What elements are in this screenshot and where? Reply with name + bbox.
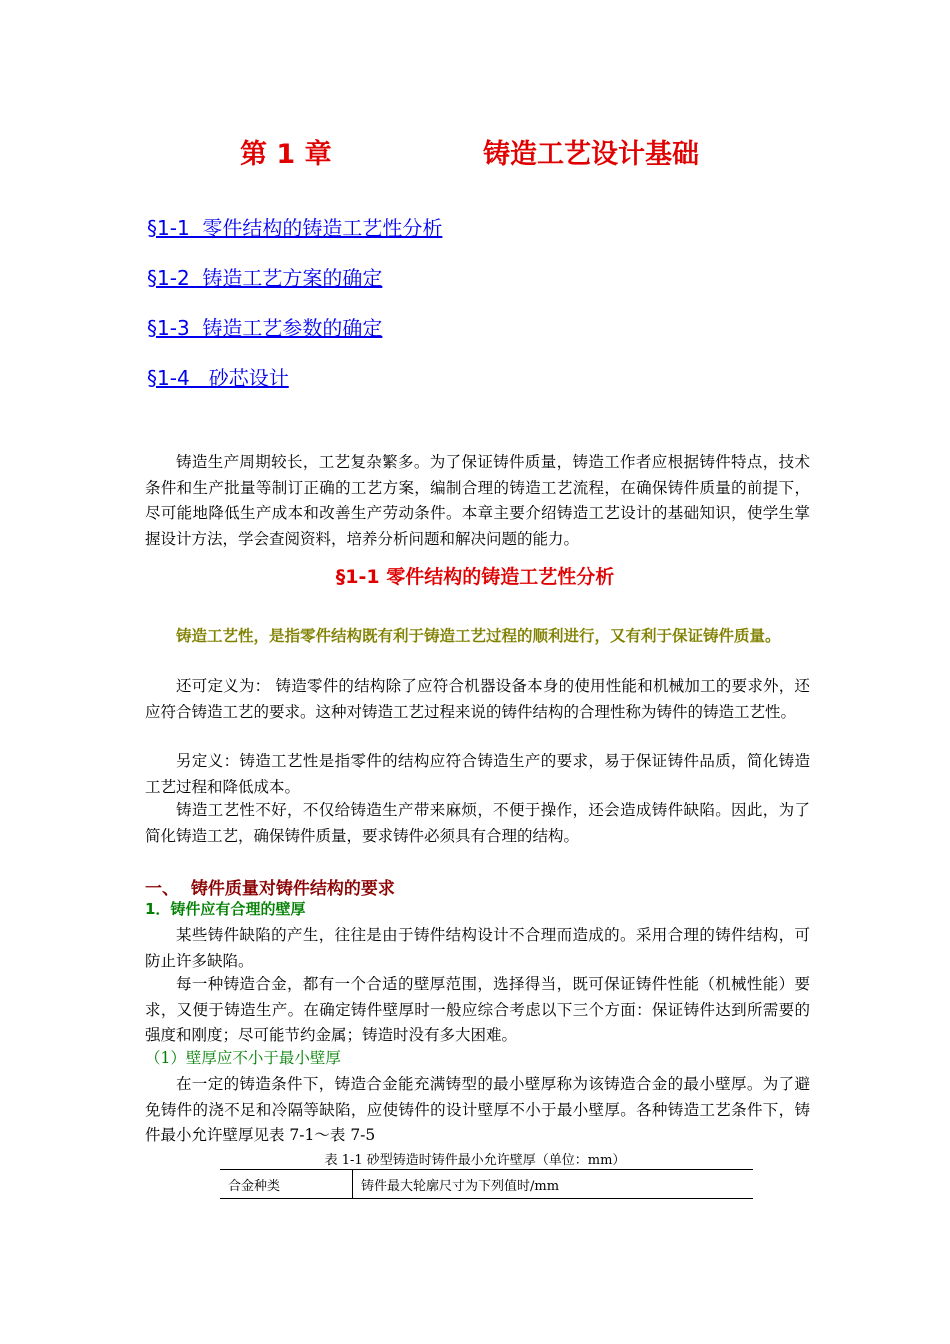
paragraph-consequence: 铸造工艺性不好，不仅给铸造生产带来麻烦，不便于操作，还会造成铸件缺陷。因此，为了简化铸造工艺，确保铸件质量，要求铸件必须具有合理的结构。 (145, 801, 810, 845)
heading-requirements: 一、 铸件质量对铸件结构的要求 (145, 879, 395, 899)
paragraph-other-definition: 另定义：铸造工艺性是指零件的结构应符合铸造生产的要求，易于保证铸件品质，简化铸造工艺过程和降低成本。 (145, 752, 810, 796)
heading-wall-thickness: 1．铸件应有合理的壁厚 (145, 900, 306, 918)
table-header-row (220, 1170, 753, 1199)
toc-link-1-4[interactable]: §1-4 砂芯设计 (147, 366, 289, 390)
table-header-alloy: 合金种类 (220, 1170, 353, 1199)
toc-link-1-3[interactable]: §1-3 铸造工艺参数的确定 (147, 316, 383, 340)
paragraph-defects: 某些铸件缺陷的产生，往往是由于铸件结构设计不合理而造成的。采用合理的铸件结构，可防止许多缺陷。 (145, 926, 810, 970)
paragraph-alt-definition: 还可定义为： 铸造零件的结构除了应符合机器设备本身的使用性能和机械加工的要求外，还应符合铸造工艺的要求。这种对铸造工艺过程来说的铸件结构的合理性称为铸件的铸造工艺性。 (145, 677, 810, 721)
paragraph-thickness-range: 每一种铸造合金，都有一个合适的壁厚范围，选择得当，既可保证铸件性能（机械性能）要求，又便于铸造生产。在确定铸件壁厚时一般应综合考虑以下三个方面：保证铸件达到所需要的强度和刚度；尽可能节约金属；铸造时没有多大困难。 (145, 975, 810, 1044)
section-title: §1-1 零件结构的铸造工艺性分析 (335, 566, 615, 588)
definition-paragraph: 铸造工艺性，是指零件结构既有利于铸造工艺过程的顺利进行，又有利于保证铸件质量。 (176, 627, 781, 645)
toc-link-1-2[interactable]: §1-2 铸造工艺方案的确定 (147, 266, 383, 290)
table-header-size: 铸件最大轮廓尺寸为下列值时/mm (353, 1170, 754, 1199)
chapter-name: 铸造工艺设计基础 (483, 139, 699, 170)
intro-paragraph: 铸造生产周期较长，工艺复杂繁多。为了保证铸件质量，铸造工作者应根据铸件特点，技术条件和生产批量等制订正确的工艺方案，编制合理的铸造工艺流程，在确保铸件质量的前提下，尽可能地降低生产成本和改善生产劳动条件。本章主要介绍铸造工艺设计的基础知识，使学生掌握设计方法，学会查阅资料，培养分析问题和解决问题的能力。 (145, 453, 810, 548)
table-caption: 表 1-1 砂型铸造时铸件最小允许壁厚（单位：mm） (324, 1153, 626, 1168)
chapter-number: 第 1 章 (240, 139, 332, 170)
paragraph-min-thickness: 在一定的铸造条件下，铸造合金能充满铸型的最小壁厚称为该铸造合金的最小壁厚。为了避免铸件的浇不足和冷隔等缺陷，应使铸件的设计壁厚不小于最小壁厚。各种铸造工艺条件下，铸件最小允许壁厚见表 7-1～表 7-5 (145, 1075, 810, 1144)
heading-min-thickness: （1）壁厚应不小于最小壁厚 (145, 1049, 341, 1067)
toc-link-1-1[interactable]: §1-1 零件结构的铸造工艺性分析 (147, 216, 443, 240)
thickness-table (220, 1169, 753, 1199)
